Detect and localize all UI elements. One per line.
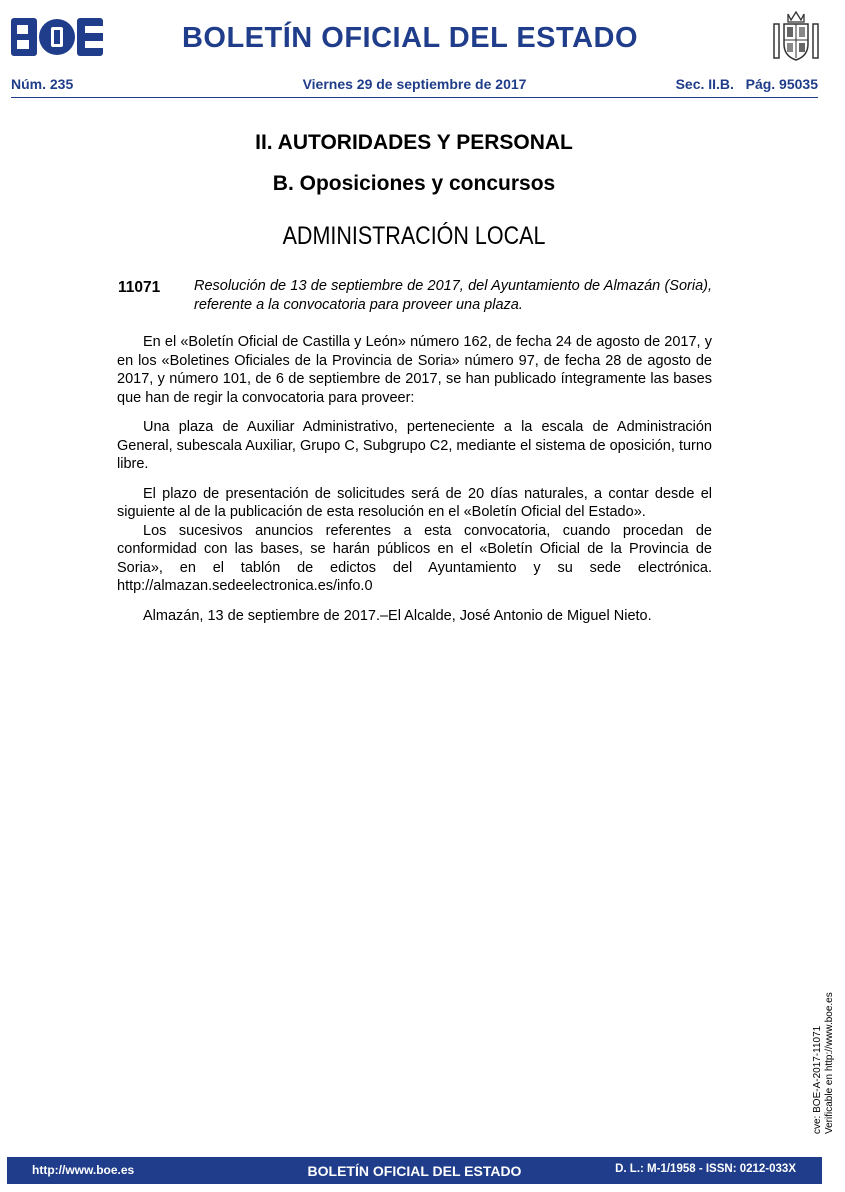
verify-url[interactable]: Verificable en http://www.boe.es <box>824 992 835 1134</box>
reference-number: 11071 <box>118 279 161 296</box>
paragraph: Una plaza de Auxiliar Administrativo, perteneciente a la escala de Administración General, subescala Auxiliar, Grupo C, Subgrupo C2, mediante el sistema de oposición, turno libre. <box>117 419 712 472</box>
signature-line: Almazán, 13 de septiembre de 2017.–El Alcalde, José Antonio de Miguel Nieto. <box>143 607 652 624</box>
header-divider <box>11 97 818 98</box>
verification-note <box>812 992 836 1134</box>
footer-bar <box>7 1157 822 1184</box>
footer-title: BOLETÍN OFICIAL DEL ESTADO <box>307 1163 522 1179</box>
organization-title: ADMINISTRACIÓN LOCAL <box>282 222 546 250</box>
cve-code: cve: BOE-A-2017-11071 <box>812 1025 823 1134</box>
footer-url-link[interactable]: http://www.boe.es <box>32 1163 135 1177</box>
subsection-title: B. Oposiciones y concursos <box>272 172 556 195</box>
issue-header <box>11 76 818 96</box>
issue-date: Viernes 29 de septiembre de 2017 <box>302 76 527 92</box>
coat-of-arms-icon <box>772 10 820 62</box>
document-summary: Resolución de 13 de septiembre de 2017, del Ayuntamiento de Almazán (Soria), referente a la convocatoria para proveer una plaza. <box>194 278 712 313</box>
masthead-title: BOLETÍN OFICIAL DEL ESTADO <box>181 22 639 54</box>
boe-logo <box>11 18 103 56</box>
issue-number: Núm. 235 <box>11 76 74 92</box>
section-page: Sec. II.B. Pág. 95035 <box>675 76 818 92</box>
document-body <box>117 333 712 625</box>
paragraph: El plazo de presentación de solicitudes será de 20 días naturales, a contar desde el siguiente al de la publicación de esta resolución en el «Boletín Oficial del Estado». <box>117 485 712 520</box>
paragraph: Los sucesivos anuncios referentes a esta convocatoria, cuando procedan de conformidad con las bases, se harán públicos en el «Boletín Oficial de la Provincia de Soria», en el tablón de edictos del Ayuntamiento y su sede electrónica. http://almazan.sedeelectronica.es/info.0 <box>117 522 712 594</box>
paragraph: En el «Boletín Oficial de Castilla y León» número 162, de fecha 24 de agosto de 2017, y en los «Boletines Oficiales de la Provincia de Soria» número 97, de fecha 28 de agosto de 2017, y número 101, de 6 de septiembre de 2017, se han publicado íntegramente las bases que han de regir la convocatoria para proveer: <box>117 334 712 406</box>
footer-legal: D. L.: M-1/1958 - ISSN: 0212-033X <box>615 1163 796 1175</box>
section-title: II. AUTORIDADES Y PERSONAL <box>255 131 573 154</box>
